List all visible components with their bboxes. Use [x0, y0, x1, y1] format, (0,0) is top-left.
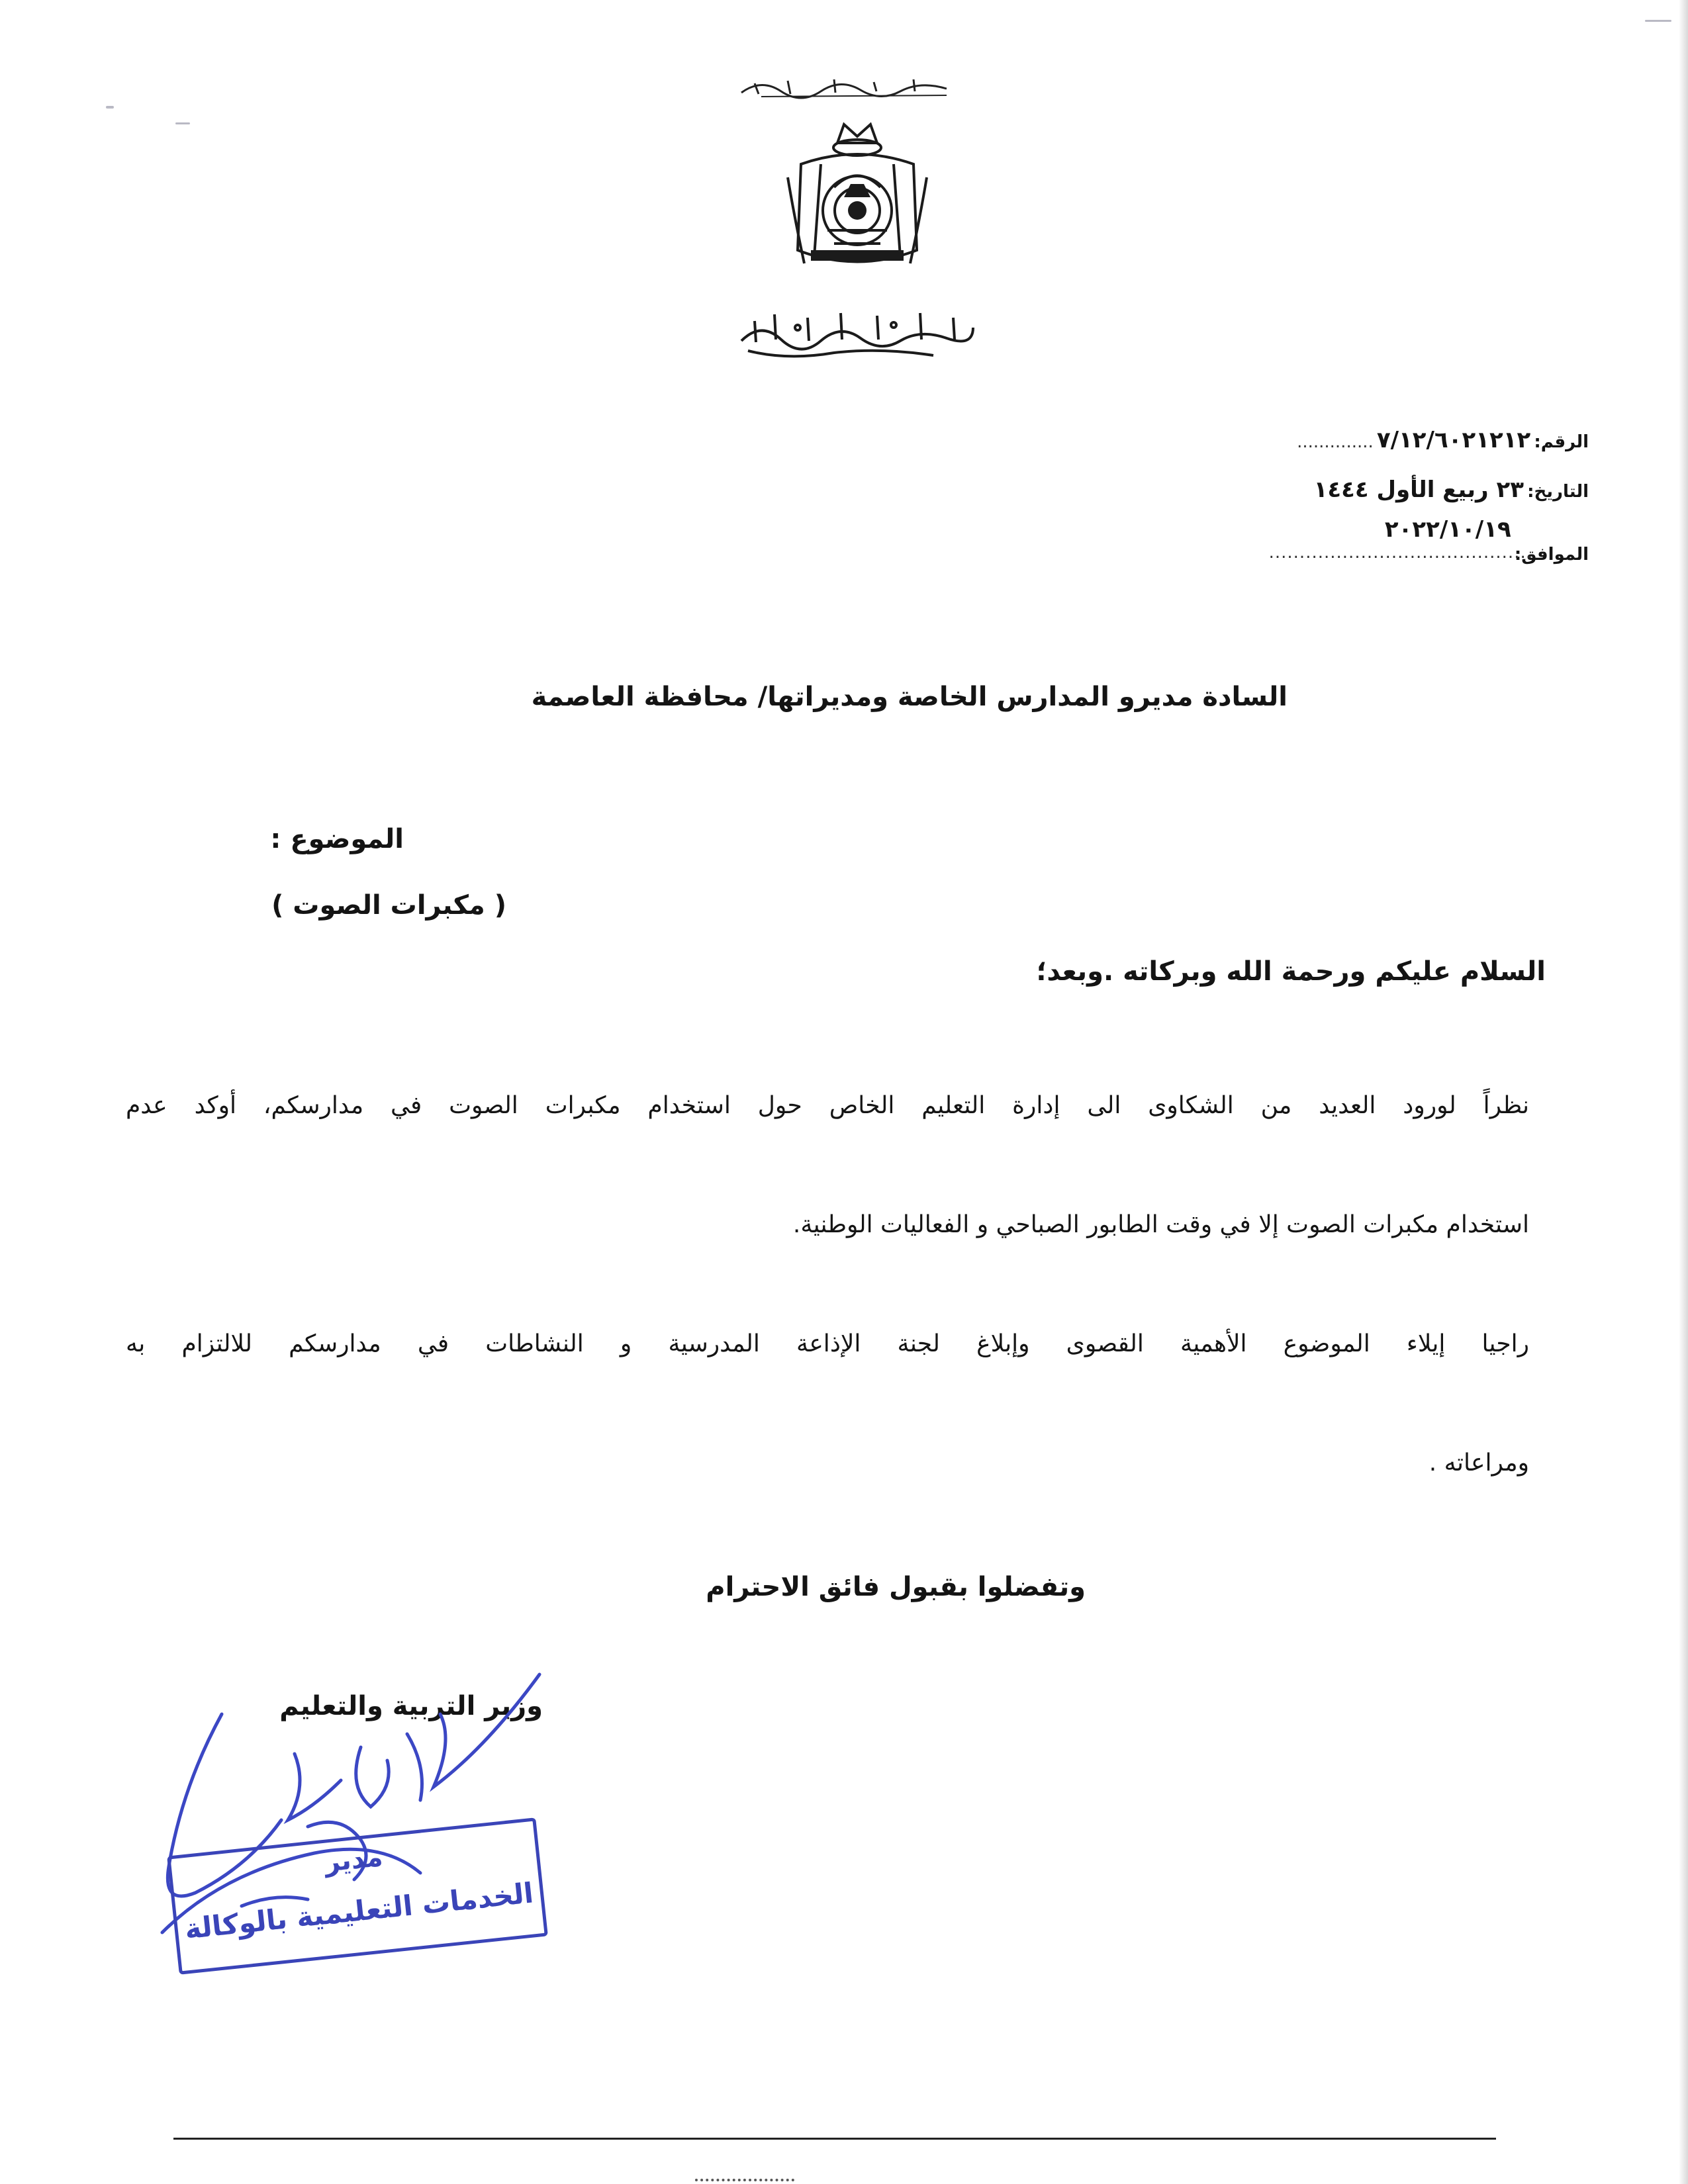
reference-gregorian-label: الموافق: [1514, 545, 1589, 565]
dotted-fill: .............. [1297, 432, 1374, 452]
reference-number-row [1297, 427, 1589, 453]
reference-date-label: التاريخ: [1527, 482, 1589, 502]
reference-number-label: الرقم: [1534, 432, 1589, 452]
footer-divider [173, 2138, 1496, 2140]
scan-speck [1645, 20, 1671, 22]
reference-gregorian-value: ٢٠٢٢/١٠/١٩ [1384, 516, 1511, 543]
reference-date-row [1314, 477, 1589, 503]
subject-label: الموضوع : [270, 824, 404, 854]
closing-line: وتفضلوا بقبول فائق الاحترام [706, 1572, 1086, 1602]
greeting-line: السلام عليكم ورحمة الله وبركاته .وبعد؛ [1036, 956, 1546, 987]
stamp-department: الخدمات التعليمية بالوكالة [183, 1876, 536, 1946]
reference-gregorian-row [1384, 516, 1589, 565]
dotted-fill: ........................................... [1268, 543, 1532, 563]
paragraph-1-line-2: استخدام مكبرات الصوت إلا في وقت الطابور الصباحي و الفعاليات الوطنية. [792, 1211, 1529, 1238]
addressee-line: السادة مديرو المدارس الخاصة ومديراتها/ محافظة العاصمة [531, 682, 1288, 712]
signatory-title: وزير التربية والتعليم [279, 1691, 543, 1721]
basmala-calligraphy [735, 71, 966, 105]
coat-of-arms-emblem [774, 118, 940, 283]
stamp-title: مدير [323, 1841, 385, 1878]
reference-number-value: ٧/١٢/٦٠٢١٢١٢ [1376, 427, 1531, 453]
ministry-calligraphy-logo [735, 301, 980, 364]
scan-speck [106, 106, 114, 109]
subject-title: ( مكبرات الصوت ) [271, 890, 506, 921]
scan-edge-shadow [1679, 0, 1688, 2184]
scan-speck [175, 122, 190, 124]
paragraph-1-line-1: نظراً لورود العديد من الشكاوى الى إدارة التعليم الخاص حول استخدام مكبرات الصوت في مدارسكم، أوكد عدم [126, 1092, 1529, 1119]
paragraph-2-line-2: ومراعاته . [1429, 1449, 1529, 1477]
footer-cut-off-text [695, 2169, 827, 2184]
paragraph-2-line-1: راجيا إيلاء الموضوع الأهمية القصوى وإبلاغ لجنة الإذاعة المدرسية و النشاطات في مدارسكم للالتزام به [126, 1330, 1529, 1357]
reference-date-value: ٢٣ ربيع الأول ١٤٤٤ [1313, 477, 1524, 503]
